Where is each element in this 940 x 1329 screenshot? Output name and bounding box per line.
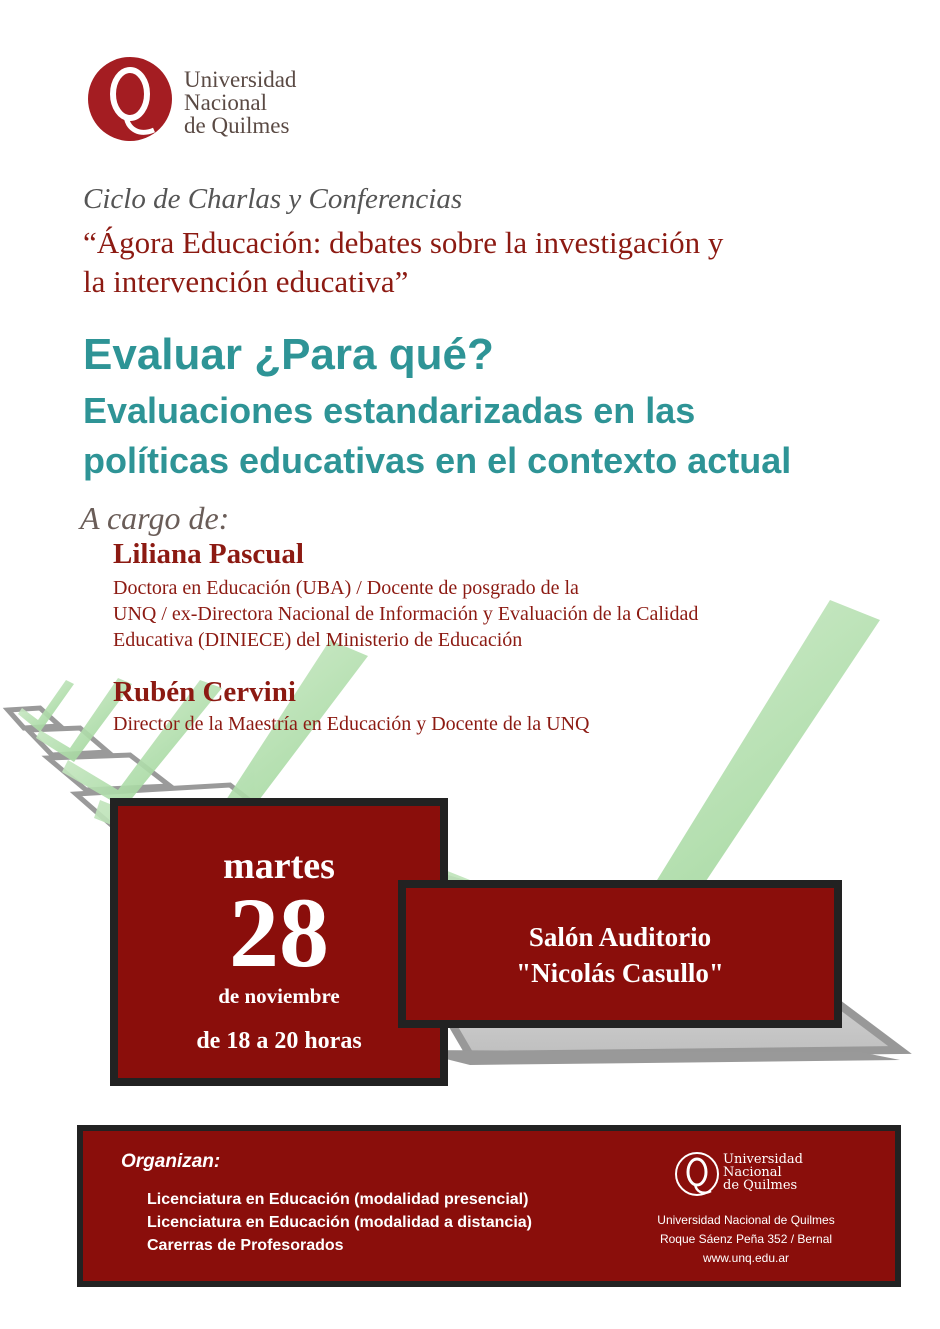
speakers-heading: A cargo de: xyxy=(80,500,230,536)
logo-name-line-3: de Quilmes xyxy=(184,113,290,138)
logo-name-line-1: Universidad xyxy=(184,67,297,92)
speaker-name: Rubén Cervini xyxy=(113,676,296,708)
quilmes-q-icon xyxy=(675,1151,719,1199)
university-logo xyxy=(88,56,348,148)
organizer-item: Licenciatura en Educación (modalidad presencial) xyxy=(147,1191,529,1208)
event-time: de 18 a 20 horas xyxy=(196,1028,362,1054)
talk-subtitle-line-1: Evaluaciones estandarizadas en las xyxy=(83,390,696,431)
cycle-title: Ciclo de Charlas y Conferencias xyxy=(83,183,463,215)
speaker-desc-line: Director de la Maestría en Educación y Docente de la UNQ xyxy=(113,713,590,735)
event-day: 28 xyxy=(229,877,329,988)
speaker-name: Liliana Pascual xyxy=(113,538,304,570)
speaker-desc-line: Doctora en Educación (UBA) / Docente de posgrado de la xyxy=(113,577,579,599)
cycle-subtitle-line-2: la intervención educativa” xyxy=(83,264,409,299)
speaker-desc-line: UNQ / ex-Directora Nacional de Información y Evaluación de la Calidad xyxy=(113,603,699,625)
event-venue-box xyxy=(398,880,842,1028)
quilmes-q-icon xyxy=(88,56,172,146)
organizers-footer xyxy=(77,1125,901,1287)
organizers-heading: Organizan: xyxy=(121,1151,221,1172)
footer-university-logo xyxy=(675,1151,815,1203)
talk-title: Evaluar ¿Para qué? xyxy=(83,330,494,379)
cycle-subtitle-line-1: “Ágora Educación: debates sobre la investigación y xyxy=(83,225,724,260)
address-line: Roque Sáenz Peña 352 / Bernal xyxy=(659,1232,833,1246)
logo-name-line-2: Nacional xyxy=(184,90,268,115)
event-weekday: martes xyxy=(223,845,335,887)
website-link[interactable]: www.unq.edu.ar xyxy=(702,1251,790,1265)
footer-logo-line: de Quilmes xyxy=(723,1178,798,1193)
small-check-mark-1 xyxy=(18,680,74,732)
footer-logo-line: Nacional xyxy=(723,1165,782,1180)
venue-line-2: "Nicolás Casullo" xyxy=(516,958,724,988)
footer-logo-line: Universidad xyxy=(723,1152,803,1167)
organizer-item: Carerras de Profesorados xyxy=(147,1237,344,1254)
venue-line-1: Salón Auditorio xyxy=(528,922,712,952)
organizer-item: Licenciatura en Educación (modalidad a distancia) xyxy=(147,1214,532,1231)
talk-subtitle-line-2: políticas educativas en el contexto actual xyxy=(83,440,792,481)
speaker-desc-line: Educativa (DINIECE) del Ministerio de Educación xyxy=(113,629,523,651)
address-line: Universidad Nacional de Quilmes xyxy=(657,1213,835,1227)
event-month: de noviembre xyxy=(218,984,340,1008)
